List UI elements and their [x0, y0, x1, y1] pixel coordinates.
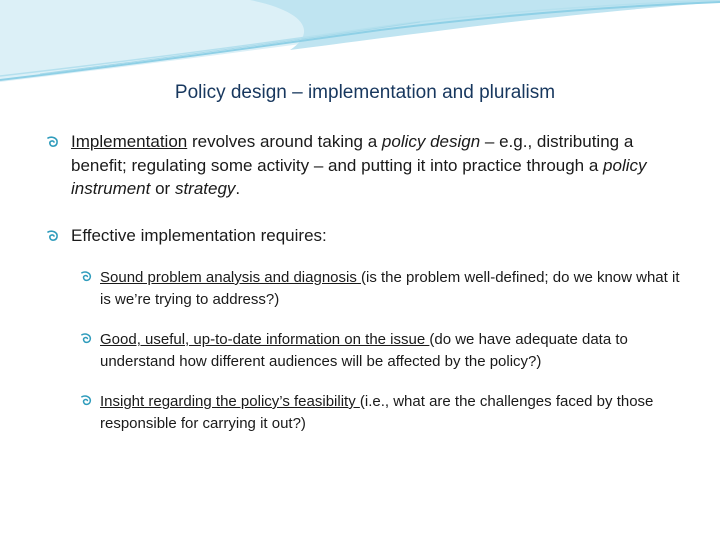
bullet-swirl-icon — [80, 394, 93, 407]
term-policy-design: policy design — [381, 132, 481, 151]
bullet-swirl-icon — [80, 332, 93, 345]
sub-bullet-text: (do we have adequate data to understand how different audiences will be affected by the policy?) — [100, 331, 628, 370]
sub-bullet-feasibility — [80, 391, 690, 434]
text-segment: . — [235, 179, 241, 198]
bullet-text: Effective implementation requires: — [71, 226, 327, 245]
sub-bullet-text: (i.e., what are the challenges faced by those responsible for carrying it out?) — [100, 393, 654, 432]
sub-bullet-heading: Sound problem analysis and diagnosis — [100, 269, 361, 286]
sub-bullet-heading: Insight regarding the policy’s feasibility — [100, 393, 360, 410]
text-segment: – e.g., distributing a benefit; regulating some activity – and putting it into practice through a — [71, 132, 634, 175]
bullet-swirl-icon — [46, 135, 60, 149]
sub-bullet-information — [80, 329, 690, 372]
bullet-swirl-icon — [80, 270, 93, 283]
sub-bullet-problem-analysis — [80, 267, 690, 310]
bullet-swirl-icon — [46, 229, 60, 243]
text-segment: revolves around taking a — [187, 132, 382, 151]
text-segment: or — [150, 179, 175, 198]
bullet-implementation — [46, 130, 686, 201]
sub-bullet-text: (is the problem well-defined; do we know what it is we’re trying to address?) — [100, 269, 680, 308]
term-policy-instrument: policy instrument — [71, 155, 647, 198]
sub-bullet-heading: Good, useful, up-to-date information on the issue — [100, 331, 430, 348]
bullet-effective-implementation — [46, 224, 686, 248]
term-implementation: Implementation — [71, 132, 188, 151]
header-wave-decoration — [0, 0, 720, 90]
slide-title: Policy design – implementation and pluralism — [174, 82, 556, 103]
term-strategy: strategy — [174, 179, 236, 198]
